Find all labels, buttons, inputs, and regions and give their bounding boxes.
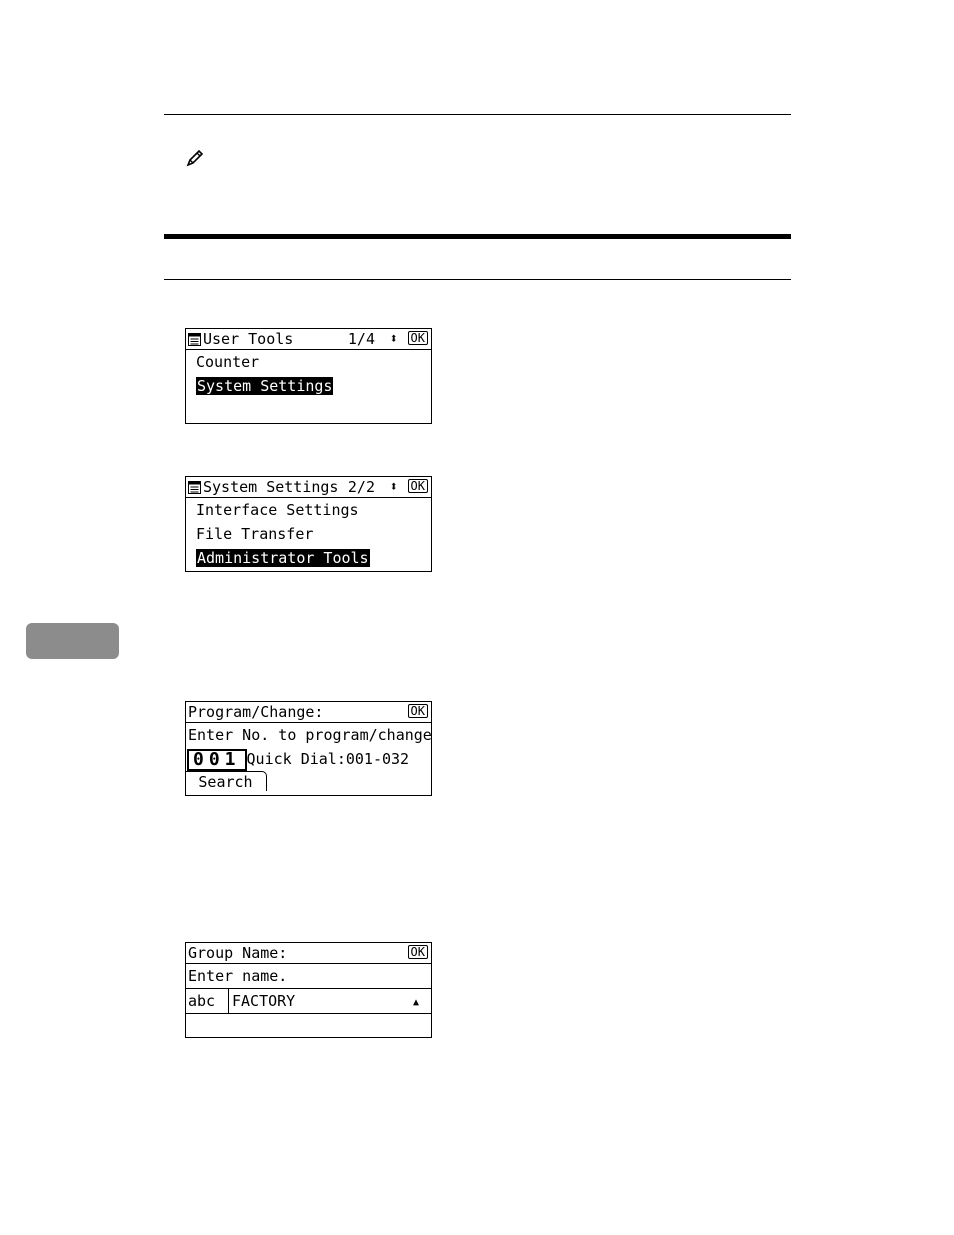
menu-item-interface-settings[interactable]: Interface Settings [196,501,359,519]
ok-key[interactable]: OK [408,479,428,493]
input-mode-indicator: abc [188,992,216,1010]
cursor-up-icon: ▲ [412,997,419,1008]
quick-dial-range: Quick Dial:001-032 [246,750,410,768]
lcd-title: User Tools [203,330,294,348]
up-down-arrow-icon: ⬍ [389,479,398,495]
pencil-note-icon [184,147,206,169]
ok-key[interactable]: OK [408,331,428,345]
registration-number-field[interactable]: 001 [187,749,247,771]
section-rule-thick [164,234,791,239]
lcd-title: Program/Change: [188,703,324,721]
lcd-system-settings [185,476,432,572]
number-entry-row [186,747,431,771]
menu-item-system-settings[interactable]: System Settings [197,377,333,395]
menu-list-icon [188,481,201,494]
lcd-title: System Settings [203,478,339,496]
name-entry-row [186,989,431,1014]
search-row [186,771,431,792]
page-indicator: 2/2 [347,478,375,496]
page-indicator: 1/4 [347,330,375,348]
lcd-program-change [185,701,432,796]
lcd-title: Group Name: [188,944,288,962]
field-divider [228,989,229,1013]
search-button[interactable]: Search [185,771,267,791]
menu-item-counter[interactable]: Counter [196,353,260,371]
prompt-text: Enter name. [186,964,431,989]
lcd-group-name [185,942,432,1038]
header-rule [164,114,791,115]
menu-item-file-transfer[interactable]: File Transfer [196,525,314,543]
lcd-user-tools [185,328,432,424]
ok-key[interactable]: OK [408,704,428,718]
lcd-title-bar [186,329,431,350]
up-down-arrow-icon: ⬍ [389,331,398,347]
section-rule-thin [164,279,791,280]
lcd-title-bar [186,943,431,964]
chapter-tab-marker [26,623,119,659]
blank-row [186,1014,431,1036]
menu-item-administrator-tools[interactable]: Administrator Tools [197,549,369,567]
lcd-title-bar [186,477,431,498]
group-name-field[interactable]: FACTORY [232,992,296,1010]
ok-key[interactable]: OK [408,945,428,959]
prompt-text: Enter No. to program/change [188,726,432,744]
menu-list-icon [188,333,201,346]
lcd-title-bar [186,702,431,723]
